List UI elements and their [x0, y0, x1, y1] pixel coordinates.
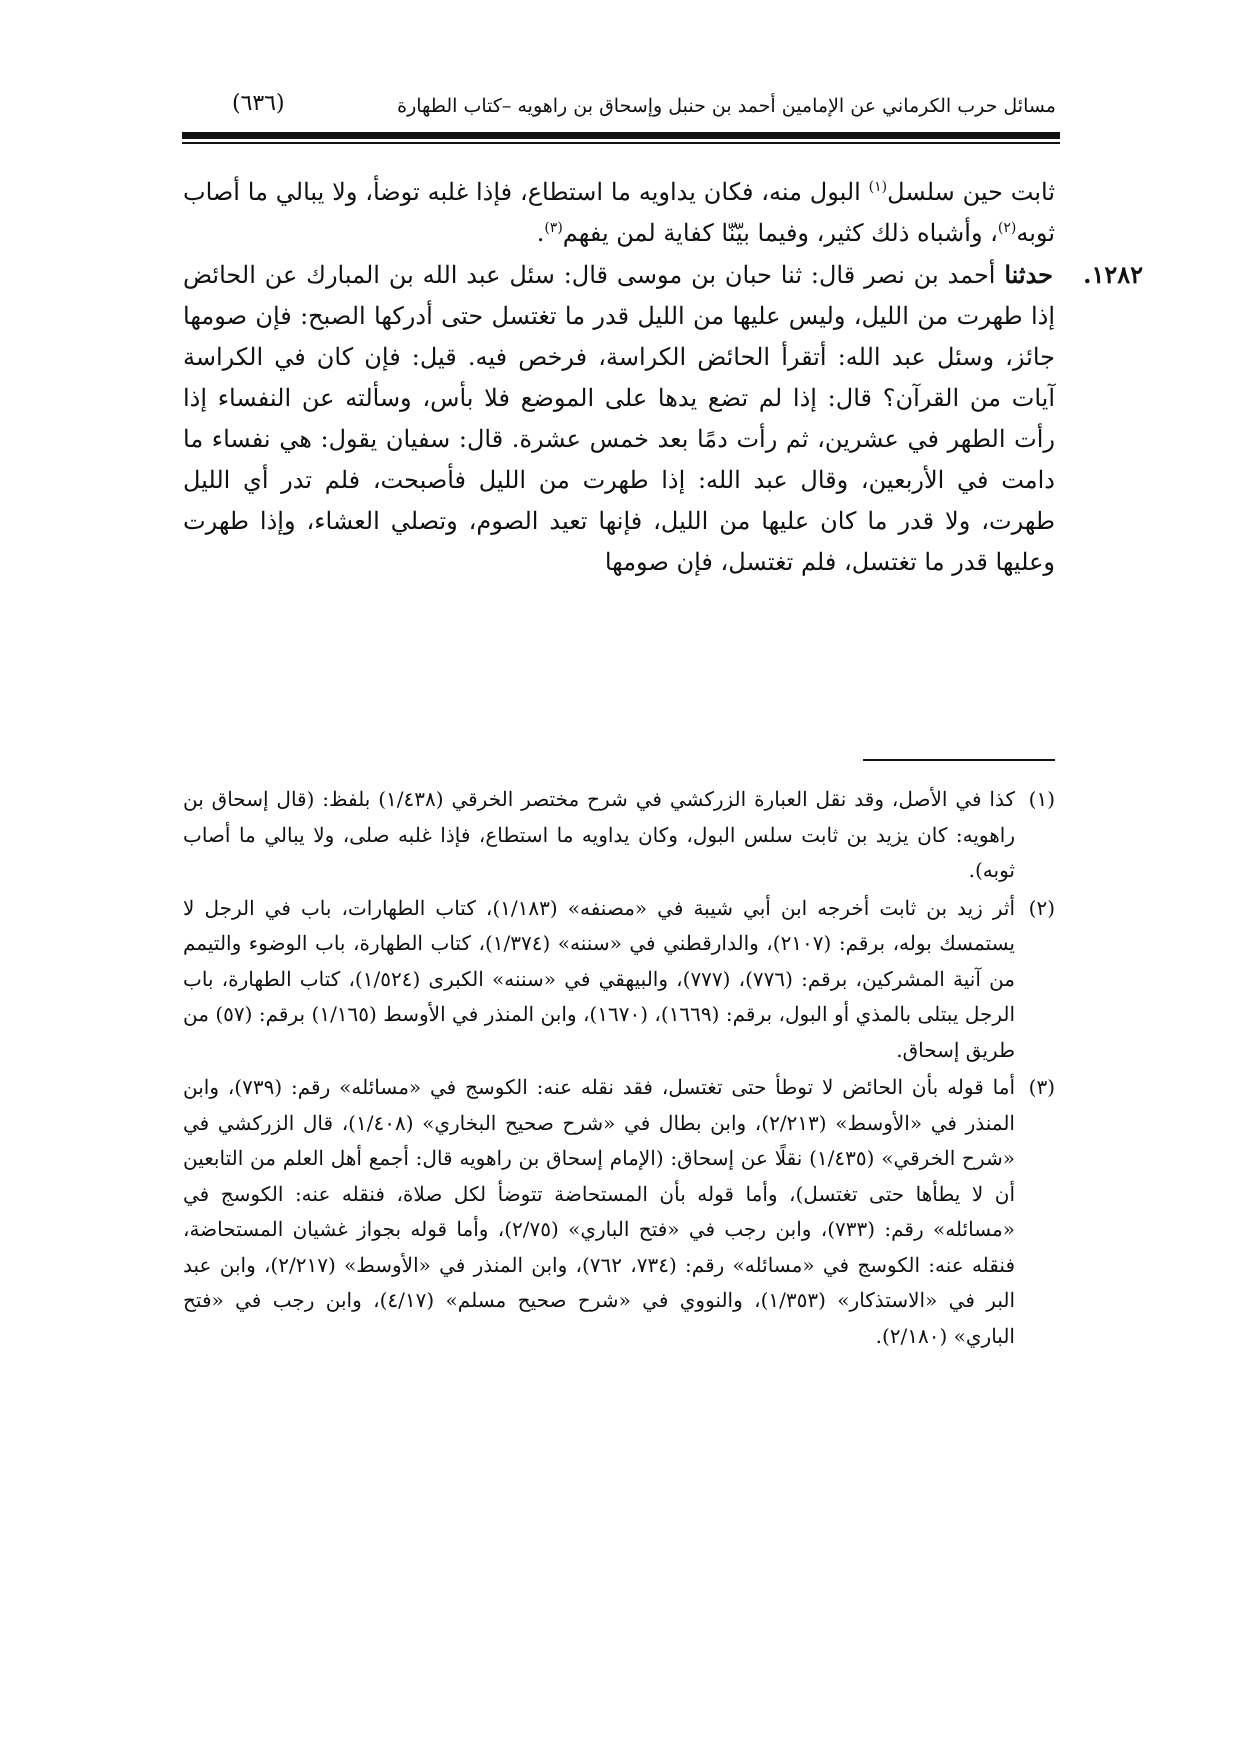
- continuation-end: .: [536, 219, 545, 247]
- entry-paragraph: [183, 254, 1143, 583]
- header-rule-thin: [182, 142, 1060, 144]
- footnotes: [183, 782, 1055, 1356]
- continuation-text-b: البول منه، فكان يداويه ما استطاع، فإذا غلبه توضأ، ولا يبالي ما أصاب ثوبه: [183, 178, 1055, 247]
- entry-text: أحمد بن نصر قال: ثنا حبان بن موسى قال: سئل عبد الله بن المبارك عن الحائض إذا طهرت من الليل، وليس عليها من الليل قدر ما تغتسل حتى أدركها الصبح: فإن صومها جائز، وسئل عبد الله: أتقرأ الحائض الكراسة، فرخص فيه. قيل: فإن كان في الكراسة آيات من القرآن؟ قال: إذا لم تضع يدها على الموضع فلا بأس، وسألته عن النفساء إذا رأت الطهر في عشرين، ثم رأت دمًا بعد خمس عشرة. قال: سفيان يقول: هي نفساء ما دامت في الأربعين، وقال عبد الله: إذا طهرت من الليل فأصبحت، فلم تدر أي الليل طهرت، ولا قدر ما كان عليها من الليل، فإنها تعيد الصوم، وتصلي العشاء، وإذا طهرت وعليها قدر ما تغتسل، فلم تغتسل، فإن صومها: [183, 261, 1055, 576]
- running-header: [232, 88, 1056, 128]
- footnote-ref-2: (٢): [997, 220, 1017, 236]
- footnote-text: أما قوله بأن الحائض لا توطأ حتى تغتسل، فقد نقله عنه: الكوسج في «مسائله» رقم: (٧٣٩)، وابن المنذر في «الأوسط» (٢/٢١٣)، وابن بطال في «شرح صحيح البخاري» (١/٤٠٨)، قال الزركشي في «شرح الخرقي» (١/٤٣٥) نقلًا عن إسحاق: (الإمام إسحاق بن راهويه قال: أجمع أهل العلم من التابعين أن لا يطأها حتى تغتسل)، وأما قوله بأن المستحاضة تتوضأ لكل صلاة، فنقله عنه: الكوسج في «مسائله» رقم: (٧٣٣)، وابن رجب في «فتح الباري» (٢/٧٥)، وأما قوله بجواز غشيان المستحاضة، فنقله عنه: الكوسج في «مسائله» رقم: (٧٣٤، ٧٦٢)، وابن المنذر في «الأوسط» (٢/٢١٧)، وابن عبد البر في «الاستذكار» (١/٣٥٣)، والنووي في «شرح صحيح مسلم» (٤/١٧)، وابن رجب في «فتح الباري» (٢/١٨٠).: [183, 1075, 1016, 1348]
- entry-number: ١٢٨٢.: [1083, 260, 1143, 289]
- header-title: مسائل حرب الكرماني عن الإمامين أحمد بن حنبل وإسحاق بن راهويه –كتاب الطهارة: [397, 95, 1056, 117]
- footnote-ref-1: (١): [868, 179, 888, 195]
- footnote-number: (١): [1028, 787, 1055, 811]
- page-number: (٦٣٦): [232, 91, 285, 116]
- continuation-paragraph: [183, 172, 1055, 254]
- footnote-number: (٣): [1028, 1075, 1055, 1099]
- footnote-text: أثر زيد بن ثابت أخرجه ابن أبي شيبة في «مصنفه» (١/١٨٣)، كتاب الطهارات، باب في الرجل لا يستمسك بوله، برقم: (٢١٠٧)، والدارقطني في «سننه» (١/٣٧٤)، كتاب الطهارة، باب الوضوء والتيمم من آنية المشركين، برقم: (٧٧٦)، (٧٧٧)، والبيهقي في «سننه» الكبرى (١/٥٢٤)، كتاب الطهارة، باب الرجل يبتلى بالمذي أو البول، برقم: (١٦٦٩)، (١٦٧٠)، وابن المنذر في الأوسط (١/١٦٥) برقم: (٥٧) من طريق إسحاق.: [183, 895, 1016, 1062]
- header-rule-thick: [182, 132, 1060, 139]
- footnote: [183, 782, 1055, 889]
- footnote: [183, 891, 1055, 1069]
- footnote-ref-3: (٣): [544, 220, 563, 236]
- footnote-number: (٢): [1028, 895, 1055, 920]
- main-text: [183, 172, 1143, 583]
- entry-lead: حدثنا: [1004, 260, 1053, 289]
- footnote: [183, 1070, 1055, 1354]
- footnote-separator: [863, 759, 1055, 761]
- continuation-text: ثابت حين سلسل: [887, 178, 1056, 206]
- continuation-text-c: ، وأشباه ذلك كثير، وفيما بيّنّا كفاية لمن يفهم: [562, 219, 998, 247]
- footnote-text: كذا في الأصل، وقد نقل العبارة الزركشي في شرح مختصر الخرقي (١/٤٣٨) بلفظ: (قال إسحاق بن راهويه: كان يزيد بن ثابت سلس البول، وكان يداويه ما استطاع، فإذا غلبه صلى، ولا يبالي ما أصاب ثوبه).: [183, 787, 1016, 882]
